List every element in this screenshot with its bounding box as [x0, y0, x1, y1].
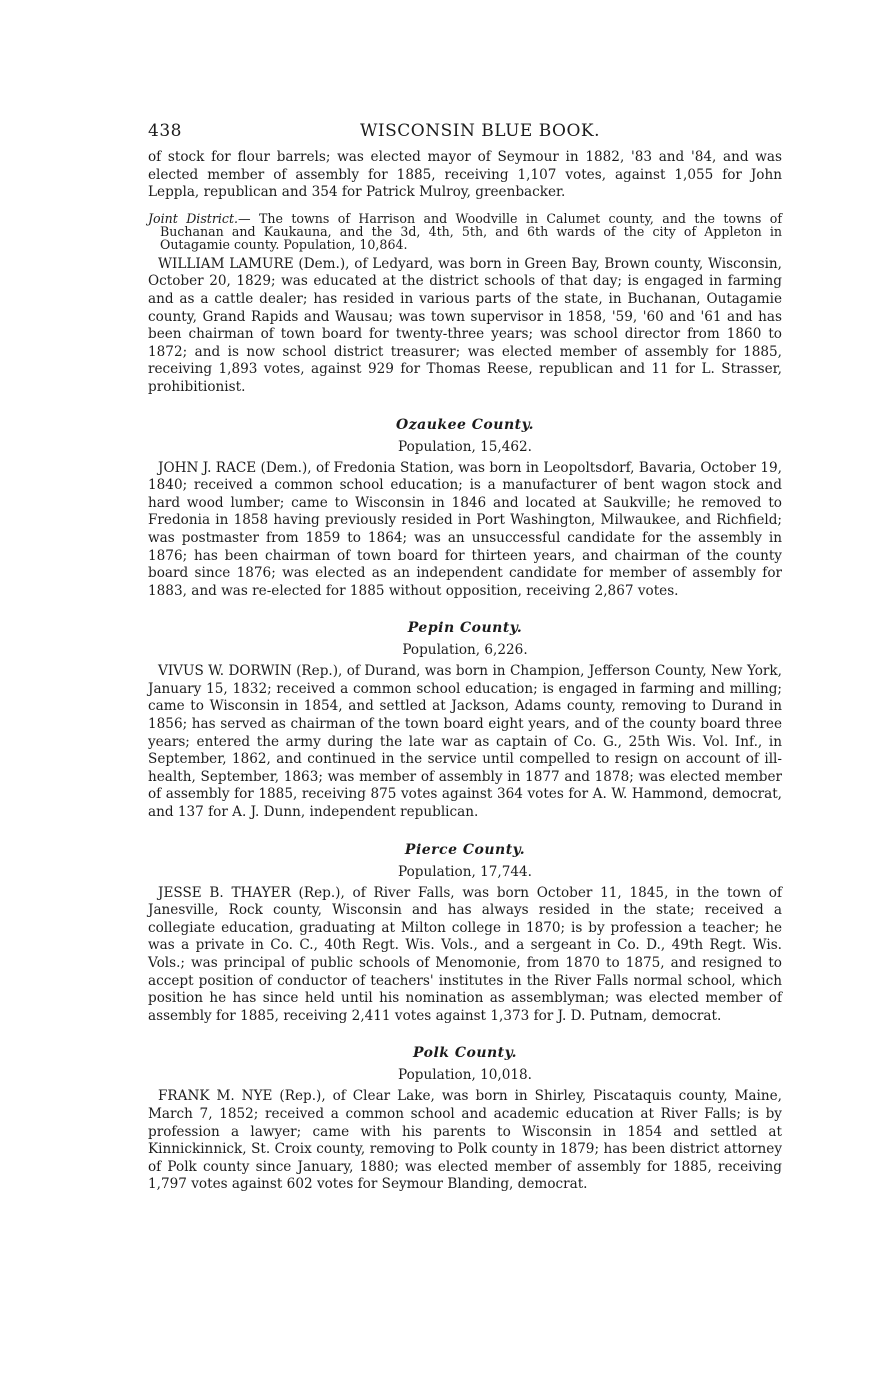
bio-paragraph: JESSE B. THAYER (Rep.), of River Falls, was born October 11, 1845, in the town of Janesville, Rock county, Wisconsin and has always resided in the state; received a collegiate education, graduating at Milton college in 1870; is by profession a teacher; he was a private in Co. C., 40th Regt. Wis. Vols., and a sergeant in Co. D., 49th Regt. Wis. Vols.; was principal of public schools of Menomonie, from 1870 to 1875, and resigned to accept position of conductor of teachers' institutes in the River Falls normal school, which position he has since held until his nomination as assemblyman; was elected member of assembly for 1885, receiving 2,411 votes against 1,373 for J. D. Putnam, democrat. — [148, 884, 782, 1024]
continuation-paragraph: of stock for flour barrels; was elected mayor of Seymour in 1882, '83 and '84, and was elected member of assembly for 1885, receiving 1,107 votes, against 1,055 for John Leppla, republican and 354 for Patrick Mulroy, greenbacker. — [148, 149, 782, 201]
section-heading: Pierce County. — [404, 841, 526, 858]
bio-paragraph: FRANK M. NYE (Rep.), of Clear Lake, was born in Shirley, Piscataquis county, Maine, March 7, 1852; received a common school and academic education at River Falls; is by profession a lawyer; came with his parents to Wisconsin in 1854 and settled at Kinnickinnick, St. Croix county, removing to Polk county in 1879; has been district attorney of Polk county since January, 1880; was elected member of assembly for 1885, receiving 1,797 votes against 602 votes for Seymour Blanding, democrat. — [148, 1088, 782, 1193]
bio-paragraph: VIVUS W. DORWIN (Rep.), of Durand, was born in Champion, Jefferson County, New York, January 15, 1832; received a common school education; is engaged in farming and milling; came to Wisconsin in 1854, and settled at Jackson, Adams county, removing to Durand in 1856; has served as chairman of the town board eight years, and of the county board three years; entered the army during the late war as captain of Co. G., 25th Wis. Vol. Inf., in September, 1862, and continued in the service until compelled to resign on account of ill-health, September, 1863; was member of assembly in 1877 and 1878; was elected member of assembly for 1885, receiving 875 votes against 364 votes for A. W. Hammond, democrat, and 137 for A. J. Dunn, independent republican. — [148, 663, 782, 821]
section-heading: Polk County. — [412, 1045, 518, 1062]
document-page — [148, 115, 782, 1194]
section-heading: Pepin County. — [407, 620, 523, 637]
section-polk — [148, 1045, 782, 1194]
page-number: 438 — [148, 121, 182, 141]
population-line: Population, 10,018. — [398, 1067, 532, 1084]
joint-district-paragraph — [148, 212, 782, 251]
section-heading: Ozaukee County. — [396, 416, 534, 433]
section-pierce — [148, 842, 782, 1026]
running-title: WISCONSIN BLUE BOOK. — [359, 121, 601, 141]
population-line: Population, 15,462. — [398, 438, 532, 455]
joint-district-lead: Joint District. — [148, 210, 239, 226]
population-line: Population, 6,226. — [402, 642, 528, 659]
bio-paragraph: JOHN J. RACE (Dem.), of Fredonia Station, was born in Leopoltsdorf, Bavaria, October 19, 1840; received a common school education; is a manufacturer of bent wagon stock and hard wood lumber; came to Wisconsin in 1846 and located at Saukville; he removed to Fredonia in 1858 having previously resided in Port Washington, Milwaukee, and Richfield; was postmaster from 1859 to 1864; was an unsuccessful candidate for the assembly in 1876; has been chairman of town board for thirteen years, and chairman of the county board since 1876; was elected as an independent candidate for member of assembly for 1883, and was re-elected for 1885 without opposition, receiving 2,867 votes. — [148, 459, 782, 599]
section-ozaukee — [148, 417, 782, 601]
section-pepin — [148, 620, 782, 821]
bio-paragraph-lamure: WILLIAM LAMURE (Dem.), of Ledyard, was born in Green Bay, Brown county, Wisconsin, October 20, 1829; was educated at the district schools of that day; is engaged in farming and as a cattle dealer; has resided in various parts of the state, in Buchanan, Outagamie county, Grand Rapids and Wausau; was town supervisor in 1858, '59, '60 and '61 and has been chairman of town board for twenty-three years; was school director from 1860 to 1872; and is now school district treasurer; was elected member of assembly for 1885, receiving 1,893 votes, against 929 for Thomas Reese, republican and 11 for L. Strasser, prohibitionist. — [148, 255, 782, 395]
joint-district-text: — The towns of Harrison and Woodville in Calumet county, and the towns of Buchanan and Kaukauna, and the 3d, 4th, 5th, and 6th wards of the city of Appleton in Outagamie county. Population, 10,864. — [160, 210, 782, 252]
population-line: Population, 17,744. — [398, 863, 532, 880]
page-header — [148, 115, 782, 149]
